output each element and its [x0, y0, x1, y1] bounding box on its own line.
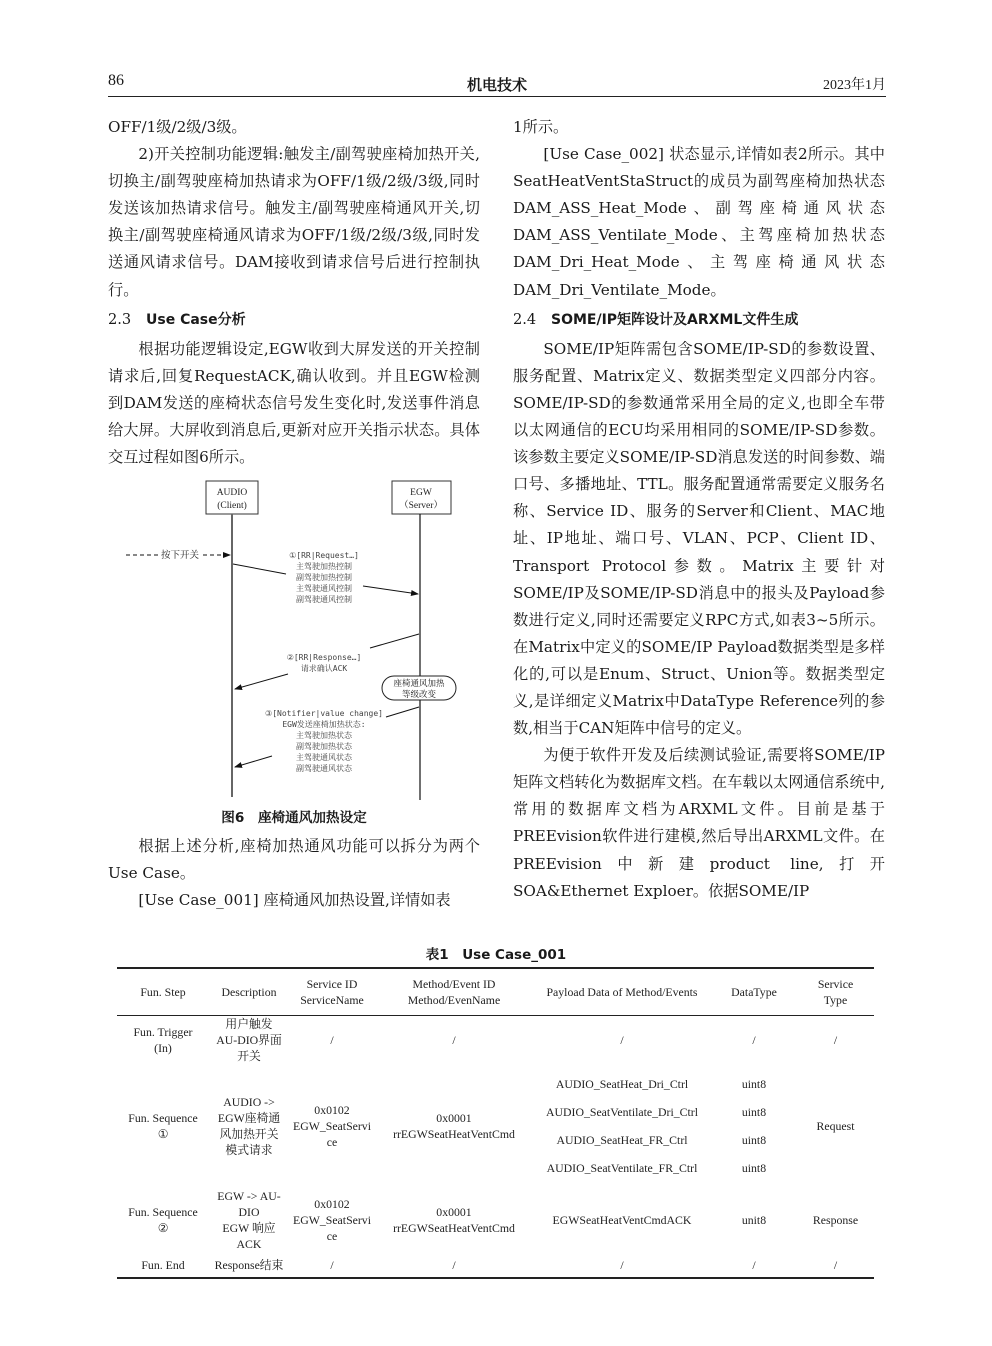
cell-text: 0x0102 — [314, 1197, 350, 1211]
cell — [117, 1064, 209, 1188]
cell: / — [375, 1252, 533, 1278]
response-arrow-b — [235, 674, 288, 689]
cell: Response结束 — [209, 1252, 289, 1278]
cell-text: 0x0001 — [436, 1111, 472, 1125]
cell-text: EGW -> AU-DIO — [217, 1189, 281, 1219]
msg2-line: 请求确认ACK — [300, 664, 348, 674]
cell-text: Fun. Sequence — [128, 1205, 198, 1219]
left-column — [108, 114, 480, 915]
msg2-line: ②[RR|Response…] — [286, 653, 362, 663]
paragraph: 根据上述分析,座椅加热通风功能可以拆分为两个Use Case。 — [108, 837, 480, 883]
cell: Response — [812, 1213, 859, 1227]
section-number: 2.3 — [108, 310, 132, 328]
msg1-line: 主驾驶通风控制 — [296, 584, 352, 594]
section-title: Use Case分析 — [146, 311, 246, 328]
notify-message — [265, 709, 383, 773]
dtype-item: uint8 — [741, 1161, 767, 1175]
payload-item: AUDIO_SeatVentilate_FR_Ctrl — [546, 1161, 698, 1175]
paragraph: [Use Case_001] 座椅通风加热设置,详情如表 — [138, 891, 451, 910]
payload-item: AUDIO_SeatHeat_Dri_Ctrl — [555, 1077, 689, 1091]
figure-6-sequence-diagram — [108, 477, 480, 827]
header-line: Type — [823, 993, 848, 1007]
notify-arrow-a — [386, 707, 419, 717]
table-header-row — [117, 968, 874, 1016]
col-header — [797, 968, 874, 1016]
cell: / — [752, 1033, 756, 1047]
col-header: Fun. Step — [117, 968, 209, 1016]
issue-date: 2023年1月 — [823, 78, 886, 93]
trigger-label: 按下开关 — [160, 551, 200, 562]
dtype-item: uint8 — [741, 1077, 767, 1091]
dtype-item: uint8 — [741, 1105, 767, 1119]
col-header: DataType — [711, 968, 797, 1016]
request-arrow-a — [233, 564, 286, 574]
cell — [289, 1188, 375, 1252]
cell — [209, 1188, 289, 1252]
client-title: AUDIO — [216, 488, 248, 499]
header-line: Service ID — [306, 977, 358, 991]
msg3-line: ③[Notifier|value change] — [265, 709, 383, 719]
client-role: (Client) — [217, 501, 247, 512]
msg1-line: 主驾驶加热控制 — [296, 562, 352, 572]
col-header — [375, 968, 533, 1016]
cell-text: EGW_SeatService — [293, 1119, 371, 1149]
cell-text: 0x0001 — [436, 1205, 472, 1219]
cell — [711, 1064, 797, 1188]
server-title: EGW — [410, 488, 432, 499]
table-1-use-case-001 — [117, 967, 874, 1279]
cell: EGWSeatHeatVentCmdACK — [552, 1213, 692, 1227]
cell: / — [452, 1033, 456, 1047]
journal-title: 机电技术 — [466, 76, 527, 94]
header-line: Method/Event ID — [412, 977, 496, 991]
cell: / — [289, 1252, 375, 1278]
col-header: Description — [209, 968, 289, 1016]
cell — [533, 1064, 711, 1188]
table-row — [117, 1064, 874, 1188]
cell — [375, 1064, 533, 1188]
cell: / — [711, 1252, 797, 1278]
notify-arrow-b — [235, 756, 272, 767]
paragraph: [Use Case_002] 状态显示,详情如表2所示。其中SeatHeatVentStaStruct的成员为副驾座椅加热状态DAM_ASS_Heat_Mode、副驾座椅通风状态DAM_ASS_Ventilate_Mode、主驾座椅加热状态DAM_Dri_Heat_Mode、主驾座椅通风状态DAM_Dri_Ventilate_Mode。 — [513, 145, 885, 299]
request-message — [289, 551, 359, 604]
header-line: Method/EvenName — [407, 993, 501, 1007]
state-line: 等级改变 — [401, 689, 437, 700]
msg3-line: 主驾驶通风状态 — [296, 753, 352, 763]
header-line: ServiceName — [300, 993, 364, 1007]
cell — [117, 1188, 209, 1252]
page-number: 86 — [108, 72, 124, 89]
cell-text: ① — [157, 1127, 169, 1141]
cell-text: EGW_SeatService — [293, 1213, 371, 1243]
cell: / — [533, 1252, 711, 1278]
table-caption: 表1 Use Case_001 — [425, 947, 567, 963]
msg1-line: 副驾驶加热控制 — [296, 573, 352, 583]
paragraph: 2)开关控制功能逻辑:触发主/副驾驶座椅加热开关,切换主/副驾驶座椅加热请求为OFF/1级/2级/3级,同时发送该加热请求信号。触发主/副驾驶座椅通风开关,切换主/副驾驶座椅通风请求为OFF/1级/2级/3级,同时发送通风请求信号。DAM接收到请求信号后进行控制执行。 — [108, 145, 480, 299]
payload-item: AUDIO_SeatVentilate_Dri_Ctrl — [545, 1105, 699, 1119]
paragraph: OFF/1级/2级/3级。 — [108, 118, 247, 136]
cell: Fun. End — [117, 1252, 209, 1278]
paragraph: 1所示。 — [513, 118, 569, 136]
cell-text: (In) — [154, 1041, 172, 1055]
page-header — [108, 70, 886, 97]
cell-text: ② — [157, 1221, 169, 1235]
cell-text: rrEGWSeatHeatVentCmd — [393, 1221, 515, 1235]
paragraph: 为便于软件开发及后续测试验证,需要将SOME/IP矩阵文档转化为数据库文档。在车载以太网通信系统中,常用的数据库文档为ARXML文件。目前是基于PREEvision软件进行建模,然后导出ARXML文件。在PREEvision中新建product line,打开SOA&Ethernet Exploer。依据SOME/IP — [513, 746, 885, 900]
dtype-item: uint8 — [741, 1133, 767, 1147]
right-column — [513, 114, 885, 905]
cell-text: rrEGWSeatHeatVentCmd — [393, 1127, 515, 1141]
col-header: Payload Data of Method/Events — [533, 968, 711, 1016]
table-row — [117, 1016, 874, 1065]
col-header — [289, 968, 375, 1016]
cell: Request — [816, 1119, 855, 1133]
paragraph: 根据功能逻辑设定,EGW收到大屏发送的开关控制请求后,回复RequestACK,确认收到。并且EGW检测到DAM发送的座椅状态信号发生变化时,发送事件消息给大屏。大屏收到消息后,更新对应开关指示状态。具体交互过程如图6所示。 — [108, 339, 480, 467]
cell-text: Fun. Sequence — [128, 1111, 198, 1125]
cell-text: Fun. Trigger — [133, 1025, 193, 1039]
msg3-line: 副驾驶通风状态 — [296, 764, 352, 774]
cell: 用户触发AU-DIO界面开关 — [216, 1017, 282, 1063]
paragraph: SOME/IP矩阵需包含SOME/IP-SD的参数设置、服务配置、Matrix定义、数据类型定义四部分内容。SOME/IP-SD的参数通常采用全局的定义,也即全车带以太网通信的ECU均采用相同的SOME/IP-SD参数。该参数主要定义SOME/IP-SD消息发送的时间参数、端口号、多播地址、TTL。服务配置通常需要定义服务名称、Service ID、服务的Server和Client、MAC地址、IP地址、端口号、VLAN、PCP、Client ID、Transport Protocol参数。Matrix主要针对SOME/IP及SOME/IP-SD消息中的报头及Payload参数进行定义,同时还需要定义RPC方式,如表3~5所示。在Matrix中定义的SOME/IP Payload数据类型是多样化的,可以是Enum、Struct、Union等。数据类型定义,是详细定义Matrix中DataType Reference列的参数,相当于CAN矩阵中信号的定义。 — [513, 339, 885, 738]
cell: AUDIO -> EGW座椅通风加热开关模式请求 — [217, 1095, 281, 1157]
section-heading-2-3 — [108, 306, 480, 334]
header-line: Service — [817, 977, 854, 991]
section-title: SOME/IP矩阵设计及ARXML文件生成 — [551, 311, 799, 328]
msg1-line: 副驾驶通风控制 — [296, 595, 352, 605]
msg3-line: 主驾驶加热状态 — [296, 731, 352, 741]
msg3-line: 副驾驶加热状态 — [296, 742, 352, 752]
cell: unit8 — [741, 1213, 767, 1227]
cell: / — [797, 1252, 874, 1278]
request-arrow-b — [363, 586, 418, 594]
cell-text: 0x0102 — [314, 1103, 350, 1117]
section-number: 2.4 — [513, 310, 537, 328]
response-arrow-a — [370, 634, 419, 648]
cell: / — [620, 1033, 624, 1047]
server-role: （Server） — [399, 501, 443, 512]
cell — [117, 1016, 209, 1065]
table-row — [117, 1188, 874, 1252]
section-heading-2-4 — [513, 306, 885, 334]
cell: / — [330, 1033, 334, 1047]
state-line: 座椅通风加热 — [393, 678, 445, 689]
cell — [375, 1188, 533, 1252]
response-message — [287, 653, 362, 673]
table-row — [117, 1252, 874, 1278]
figure-caption: 图6 座椅通风加热设定 — [221, 810, 367, 827]
msg3-line: EGW发送座椅加热状态: — [282, 720, 366, 730]
msg1-line: ①[RR|Request…] — [289, 551, 359, 561]
cell — [289, 1064, 375, 1188]
cell-text: EGW 响应ACK — [222, 1221, 276, 1251]
cell: / — [833, 1033, 838, 1047]
payload-item: AUDIO_SeatHeat_FR_Ctrl — [556, 1133, 688, 1147]
